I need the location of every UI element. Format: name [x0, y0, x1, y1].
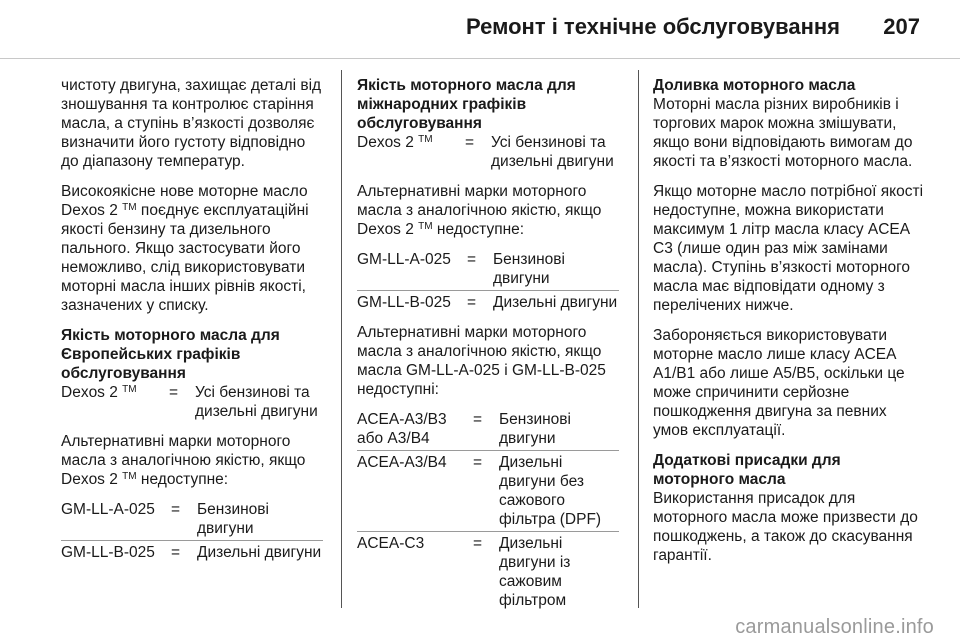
page-header: [0, 0, 960, 60]
paragraph: Альтернативні марки моторного масла з аналогічною якістю, якщо Dexos 2 ™ недоступне:: [357, 183, 602, 238]
paragraph: Використання присадок для моторного масла може призвести до пошкоджень, а також до скасування гарантії.: [653, 490, 918, 564]
paragraph: чистоту двигуна, захищає деталі від зношування та контролює старіння масла, а ступінь в’язкості дозволяє визначити його густоту відповідно до діапазону температур.: [61, 77, 322, 170]
page-title: Ремонт і технічне обслуговування: [466, 14, 840, 39]
spec-key: GM-LL-B-025: [61, 544, 155, 561]
spec-key: GM-LL-A-025: [357, 251, 451, 268]
equals-sign: =: [473, 535, 483, 552]
section-heading: Якість моторного масла для Європейських графіків обслуговування: [61, 327, 280, 382]
header-divider: [0, 58, 960, 59]
spec-value: Бензинові двигуни: [499, 411, 571, 447]
spec-value: Усі бензинові та дизельні двигуни: [195, 384, 318, 420]
spec-value: Дизельні двигуни: [493, 294, 618, 311]
equals-sign: =: [171, 544, 181, 561]
equals-sign: =: [169, 384, 179, 401]
paragraph: Альтернативні марки моторного масла з аналогічною якістю, якщо Dexos 2 ™ недоступне:: [61, 433, 306, 488]
spec-value: Бензинові двигуни: [493, 251, 565, 287]
equals-sign: =: [467, 294, 477, 311]
equals-sign: =: [465, 134, 475, 151]
spec-row: [61, 500, 323, 538]
paragraph: Моторні масла різних виробників і торгових марок можна змішувати, якщо вони відповідають вимогам до якості та в’язкості моторного масла.: [653, 96, 913, 170]
column-right: [653, 76, 925, 576]
paragraph: Якщо моторне масло потрібної якості недоступне, можна використати максимум 1 літр масла класу ACEA C3 (лише один раз між замінами масла). Ступінь в’язкості моторного масла має відповідати одному з перелічених нижче.: [653, 183, 924, 314]
spec-key: GM-LL-B-025: [357, 294, 451, 311]
equals-sign: =: [171, 501, 181, 518]
spec-row: [357, 450, 619, 529]
spec-row: [357, 133, 619, 171]
equals-sign: =: [467, 251, 477, 268]
column-middle: [357, 76, 619, 610]
spec-key: ACEA-A3/B3 або A3/B4: [357, 411, 447, 447]
spec-row: [357, 531, 619, 610]
spec-key: GM-LL-A-025: [61, 501, 155, 518]
spec-row: [61, 383, 323, 421]
watermark: carmanualsonline.info: [735, 616, 934, 638]
spec-value: Усі бензинові та дизельні двигуни: [491, 134, 614, 170]
column-divider: [638, 70, 639, 608]
spec-value: Дизельні двигуни: [197, 544, 322, 561]
column-left: [61, 76, 323, 562]
section-heading: Додаткові присадки для моторного масла: [653, 452, 841, 488]
spec-row: [61, 540, 323, 562]
spec-value: Дизельні двигуни із сажовим фільтром: [499, 535, 571, 609]
spec-key: Dexos 2 ™: [61, 384, 137, 401]
spec-value: Бензинові двигуни: [197, 501, 269, 537]
spec-row: [357, 410, 619, 448]
spec-value: Дизельні двигуни без сажового фільтра (DPF): [499, 454, 602, 528]
spec-key: ACEA-C3: [357, 535, 425, 552]
spec-key: Dexos 2 ™: [357, 134, 433, 151]
spec-key: ACEA-A3/B4: [357, 454, 447, 471]
equals-sign: =: [473, 411, 483, 428]
trademark-mark: TM: [122, 202, 137, 213]
spec-row: [357, 290, 619, 312]
paragraph: Високоякісне нове моторне масло Dexos 2 ™ поєднує експлуатаційні якості бензину та дизельного пального. Якщо застосувати його неможливо, слід використовувати моторні масла інших рівнів якості, зазначених у списку.: [61, 183, 309, 314]
section-heading: Доливка моторного масла: [653, 77, 856, 94]
spec-row: [357, 250, 619, 288]
column-divider: [341, 70, 342, 608]
equals-sign: =: [473, 454, 483, 471]
section-heading: Якість моторного масла для міжнародних графіків обслуговування: [357, 77, 576, 132]
paragraph: Забороняється використовувати моторне масло лише класу ACEA A1/B1 або лише A5/B5, оскільки це може спричинити серйозне пошкодження двигуна за певних умов експлуатації.: [653, 327, 905, 439]
paragraph: Альтернативні марки моторного масла з аналогічною якістю, якщо масла GM-LL-A-025 і GM-LL-B-025 недоступні:: [357, 324, 606, 398]
page-number: 207: [883, 14, 920, 39]
